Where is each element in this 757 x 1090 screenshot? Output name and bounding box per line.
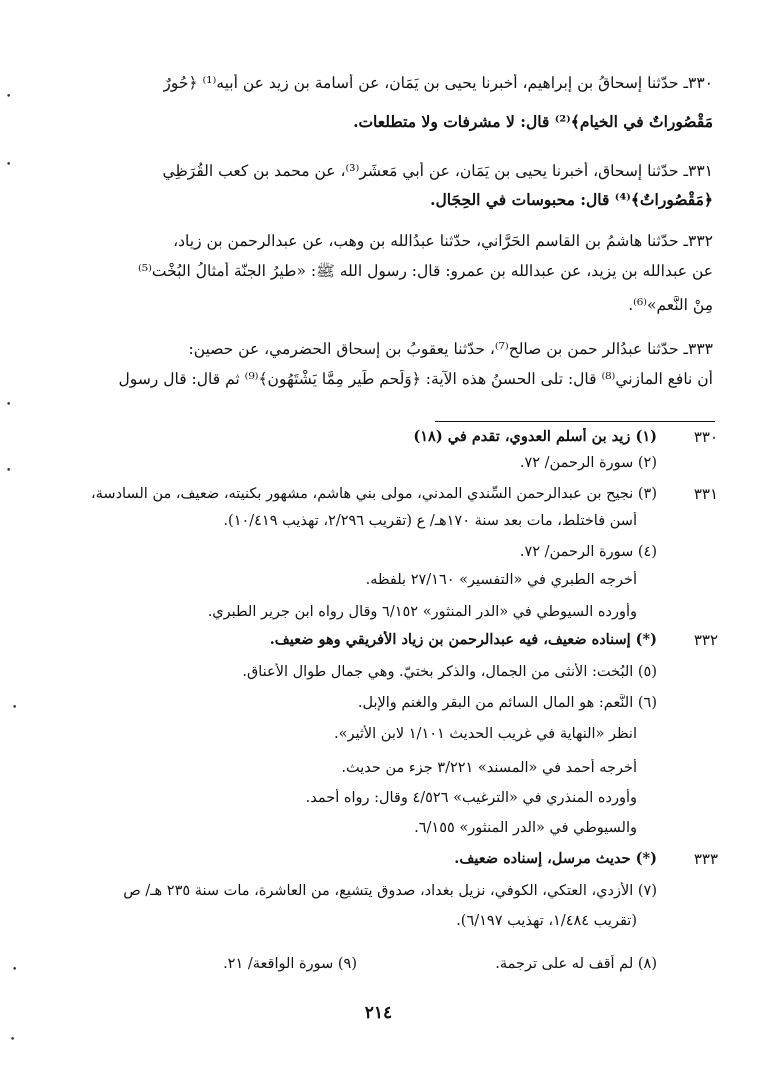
scan-speck: • — [10, 1035, 16, 1045]
footnote-hadith-number-330: ٣٣٠ — [693, 428, 718, 446]
footnote-6: (٦) النَّعم: هو المال السائم من البقر والغنم والإبل. — [357, 695, 657, 711]
hadith-333-line-2: أن نافع المازني⁽⁸⁾ قال: تلى الحسنُ هذه الآية: ﴿وَلَحم طَير مِمَّا يَشْتَهُون﴾⁽⁹⁾ ثم قال: قال رسول — [118, 370, 713, 388]
footnote-9: (٩) سورة الواقعة/ ٢١. — [223, 956, 357, 972]
page-number: ٢١٤ — [364, 1003, 393, 1023]
scan-speck: • — [12, 703, 18, 713]
footnote-star-332: (*) إسناده ضعيف، فيه عبدالرحمن بن زياد الأفريقي وهو ضعيف. — [269, 631, 657, 648]
hadith-330-line-2: مَقْصُوراتٌ في الخيام﴾⁽²⁾ قال: لا مشرفات ولا متطلعات. — [353, 112, 713, 131]
hadith-331-line-1: ٣٣١ـ حدّثنا إسحاق، أخبرنا يحيى بن يَمَان، عن أبي مَعشَر⁽³⁾، عن محمد بن كعب القُرَظِي — [162, 162, 713, 180]
footnote-3-line-2: أسن فاختلط، مات بعد سنة ١٧٠هـ/ ع (تقريب ٢/٢٩٦، تهذيب ١٠/٤١٩). — [223, 513, 637, 529]
footnote-4: (٤) سورة الرحمن/ ٧٢. — [519, 544, 657, 560]
footnote-4-source-1: أخرجه الطبري في «التفسير» ٢٧/١٦٠ بلفظه. — [365, 572, 637, 588]
footnote-2: (٢) سورة الرحمن/ ٧٢. — [519, 455, 657, 471]
footnote-hadith-number-332: ٣٣٢ — [693, 631, 718, 649]
footnote-separator — [435, 421, 715, 422]
footnote-6-ref-4: والسيوطي في «الدر المنثور» ٦/١٥٥. — [414, 820, 637, 836]
footnote-3-line-1: (٣) نجيح بن عبدالرحمن السِّندي المدني، مولى بني هاشم، مشهور بكنيته، ضعيف، من السادسة، — [90, 486, 657, 502]
footnote-6-ref-1: انظر «النهاية في غريب الحديث ١/١٠١ لابن الأثير». — [334, 726, 637, 742]
footnote-6-ref-3: وأورده المنذري في «الترغيب» ٤/٥٢٦ وقال: رواه أحمد. — [305, 790, 637, 806]
footnote-7-line-1: (٧) الأزدي، العتكي، الكوفي، نزيل بغداد، صدوق يتشيع، من العاشرة، مات سنة ٢٣٥ هـ/ ص — [123, 883, 657, 899]
scan-speck: • — [6, 160, 12, 170]
footnote-8: (٨) لم أقف له على ترجمة. — [495, 956, 657, 972]
hadith-331-line-2: ﴿مَقْصُوراتٌ﴾⁽⁴⁾ قال: محبوسات في الحِجَال. — [430, 190, 713, 209]
scan-speck: • — [12, 965, 18, 975]
hadith-330-line-1: ٣٣٠ـ حدّثنا إسحاقُ بن إبراهيم، أخبرنا يحيى بن يَمَان، عن أُسامة بن زيد عن أبيه⁽¹⁾ ﴿حُورٌ — [163, 74, 713, 92]
scan-speck: • — [6, 466, 12, 476]
footnote-5: (٥) البُخت: الأنثى من الجمال، والذكر بختيّ. وهي جمال طوال الأعناق. — [242, 664, 657, 680]
footnote-1: (١) زيد بن أسلم العدوي، تقدم في (١٨) — [413, 428, 657, 445]
footnote-star-333: (*) حديث مرسل، إسناده ضعيف. — [454, 850, 657, 867]
footnote-hadith-number-331: ٣٣١ — [693, 485, 718, 503]
hadith-333-line-1: ٣٣٣ـ حدّثنا عبدُالر حمن بن صالح⁽⁷⁾، حدّثنا يعقوبُ بن إسحاق الحضرمي، عن حصين: — [188, 340, 713, 358]
hadith-332-line-3: مِنْ النَّعم»⁽⁶⁾. — [628, 296, 713, 314]
footnote-7-line-2: (تقريب ١/٤٨٤، تهذيب ٦/١٩٧). — [456, 913, 637, 929]
hadith-332-line-2: عن عبدالله بن يزيد، عن عبدالله بن عمرو: قال: رسول الله ﷺ: «طيرُ الجنّة أمثالُ البُخْت⁽⁵⁾ — [138, 262, 713, 280]
footnote-6-ref-2: أخرجه أحمد في «المسند» ٣/٢٢١ جزء من حديث. — [341, 760, 637, 776]
scan-speck: • — [6, 92, 12, 102]
footnote-hadith-number-333: ٣٣٣ — [693, 850, 718, 868]
footnote-4-source-2: وأورده السيوطي في «الدر المنثور» ٦/١٥٢ وقال رواه ابن جرير الطبري. — [207, 604, 637, 620]
hadith-332-line-1: ٣٣٢ـ حدّثنا هاشمُ بن القاسم الحَرَّاني، حدّثنا عبدُالله بن وهب، عن عبدالرحمن بن زياد، — [173, 232, 713, 250]
scan-speck: • — [6, 400, 12, 410]
